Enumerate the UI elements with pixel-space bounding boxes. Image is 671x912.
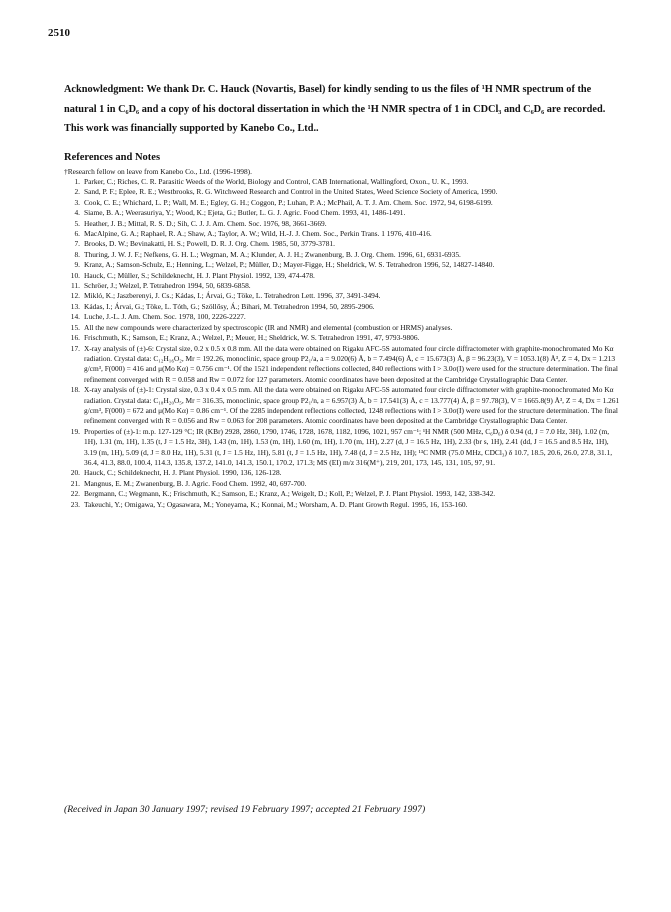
reference-number: 4. bbox=[74, 208, 80, 218]
reference-item bbox=[64, 500, 620, 510]
reference-text: Hauck, C.; Müller, S.; Schildeknecht, H. J. Plant Physiol. 1992, 139, 474-478. bbox=[84, 270, 315, 280]
reference-number: 13. bbox=[70, 301, 80, 311]
references-heading: References and Notes bbox=[64, 152, 161, 163]
reference-item bbox=[64, 187, 620, 197]
reference-item bbox=[64, 219, 620, 229]
reference-number: 18. bbox=[70, 385, 80, 395]
reference-number: 23. bbox=[70, 499, 80, 509]
reference-item bbox=[64, 250, 620, 260]
reference-text: Luche, J.-L. J. Am. Chem. Soc. 1978, 100, 2226-2227. bbox=[84, 312, 246, 322]
reference-number: 21. bbox=[70, 478, 80, 488]
reference-text: X-ray analysis of (±)-6: Crystal size, 0.2 x 0.5 x 0.8 mm. All the data were obtained on Rigaku AFC-5S automated four circle diffractometer with graphite-monochromated Mo Kα radiation. Crystal data: C₁₂H₁₆O₂, Mr = 192.26, monoclinic, space group P2₁/a, a = 9.020(6) Å, b = 7.494(6) Å, c = 15.673(3) Å, β = 96.23(3), V = 1053.1(8) Å³, Z = 4, Dx = 1.213 g/cm³, F(000) = 416 and μ(Mo Kα) = 0.756 cm⁻¹. Of the 1521 independent reflections collected, 840 reflections with I > 3.0σ(I) were used for the structure determination. The final refinement converged with R = 0.058 and Rw = 0.072 for 127 parameters. Atomic coordinates have been deposited at the Cambridge Crystallographic Data Center. bbox=[84, 343, 618, 384]
reference-item bbox=[64, 198, 620, 208]
reference-number: 2. bbox=[74, 187, 80, 197]
reference-item bbox=[64, 239, 620, 249]
reference-text: Hauck, C.; Schildeknecht, H. J. Plant Physiol. 1990, 136, 126-128. bbox=[84, 468, 282, 478]
reference-item bbox=[64, 281, 620, 291]
reference-item bbox=[64, 479, 620, 489]
reference-text: Siame, B. A.; Weerasuriya, Y.; Wood, K.; Ejeta, G.; Butler, L. G. J. Agric. Food Chem. 1993, 41, 1486-1491. bbox=[84, 208, 406, 218]
reference-text: Heather, J. B.; Mittal, R. S. D.; Sih, C. J. J. Am. Chem. Soc. 1976, 98, 3661-3669. bbox=[84, 218, 327, 228]
reference-text: Bergmann, C.; Wegmann, K.; Frischmuth, K.; Samson, E.; Kranz, A.; Weigelt, D.; Koll, P.; Welzel, P. J. Plant Physiol. 1993, 142, 338-342. bbox=[84, 489, 496, 499]
page-number: 2510 bbox=[48, 27, 70, 39]
received-dates-note: (Received in Japan 30 January 1997; revised 19 February 1997; accepted 21 February 1997) bbox=[64, 804, 426, 815]
reference-item bbox=[64, 177, 620, 187]
reference-item bbox=[64, 489, 620, 499]
reference-text: MacAlpine, G. A.; Raphael, R. A.; Shaw, A.; Taylor, A. W.; Wild, H.-J. J. Chem. Soc., Perkin Trans. 1 1976, 410-416. bbox=[84, 229, 432, 239]
reference-number: 3. bbox=[74, 197, 80, 207]
reference-text: All the new compounds were characterized by spectroscopic (IR and NMR) and elemental (combustion or HRMS) analyses. bbox=[84, 322, 453, 332]
reference-item bbox=[64, 323, 620, 333]
reference-text: Schröer, J.; Welzel, P. Tetrahedron 1994, 50, 6839-6858. bbox=[84, 281, 251, 291]
reference-item bbox=[64, 344, 620, 386]
reference-number: 17. bbox=[70, 343, 80, 353]
reference-list bbox=[64, 177, 620, 510]
reference-text: Properties of (±)-1: m.p. 127-129 °C; IR (KBr) 2928, 2860, 1790, 1746, 1728, 1678, 1182, 1096, 1021, 957 cm⁻¹; ¹H NMR (500 MHz, C₆D₆) δ 0.94 (d, J = 7.0 Hz, 3H), 1.02 (m, 1H), 1.31 (m, 1H), 1.35 (t, J = 1.5 Hz, 3H), 1.43 (m, 1H), 1.53 (m, 1H), 1.60 (m, 1H), 1.70 (m, 1H), 2.27 (d, J = 16.5 Hz, 1H), 2.33 (br s, 1H), 2.41 (dd, J = 16.5 and 8.5 Hz, 1H), 3.19 (m, 1H), 5.09 (d, J = 8.0 Hz, 1H), 5.31 (t, J = 1.5 Hz, 1H), 5.81 (t, J = 1.5 Hz, 1H), 7.48 (d, J = 2.5 Hz, 1H); ¹³C NMR (75.0 MHz, CDCl₃) δ 10.7, 18.5, 20.6, 26.0, 27.8, 31.1, 36.4, 41.3, 88.0, 100.4, 114.3, 135.8, 137.2, 141.0, 141.3, 150.1, 170.2, 171.3; MS (EI) m/z 316(M⁺), 219, 201, 173, 145, 131, 105, 97, 91. bbox=[84, 426, 613, 467]
reference-number: 10. bbox=[70, 270, 80, 280]
reference-text: Parker, C.; Riches, C. R. Parasitic Weeds of the World, Biology and Control, CAB International, Wallingford, Oxon., U. K., 1993. bbox=[84, 177, 469, 186]
reference-item bbox=[64, 312, 620, 322]
reference-item bbox=[64, 427, 620, 469]
reference-text: X-ray analysis of (±)-1: Crystal size, 0.3 x 0.4 x 0.5 mm. All the data were obtained on Rigaku AFC-5S automated four circle diffractometer with graphite-monochromated Mo Kα radiation. Crystal data: C₁₈H₂₀O₅, Mr = 316.35, monoclinic, space group P2₁/n, a = 6.957(3) Å, b = 17.541(3) Å, c = 13.777(4) Å, β = 97.78(3), V = 1665.8(9) Å³, Z = 4, Dx = 1.261 g/cm³, F(000) = 672 and μ(Mo Kα) = 0.86 cm⁻¹. Of the 2285 independent reflections collected, 1248 reflections with I > 3.0σ(I) were used for the structure determination. The final refinement converged with R = 0.056 and Rw = 0.063 for 208 parameters. Atomic coordinates have been deposited at the Cambridge Crystallographic Data Center. bbox=[84, 385, 620, 426]
reference-number: 12. bbox=[70, 291, 80, 301]
reference-number: 5. bbox=[74, 218, 80, 228]
reference-text: Sand, P. F.; Eplee, R. E.; Westbrooks, R. G. Witchweed Research and Control in the United States, Weed Science Society of America, 1990. bbox=[84, 187, 498, 197]
reference-number: 22. bbox=[70, 489, 80, 499]
reference-text: Cook, C. E.; Whichard, L. P.; Wall, M. E.; Egley, G. H.; Coggon, P.; Luhan, P. A.; McPhail, A. T. J. Am. Chem. Soc. 1972, 94, 6198-6199. bbox=[84, 197, 493, 207]
reference-number: 1. bbox=[74, 177, 80, 186]
reference-text: Kranz, A.; Samson-Schulz, E.; Henning, L.; Welzel, P.; Müller, D.; Mayer-Figge, H.; Sheldrick, W. S. Tetrahedron 1996, 52, 14827-14840. bbox=[84, 260, 495, 270]
reference-number: 7. bbox=[74, 239, 80, 249]
acknowledgment-paragraph: Acknowledgment: We thank Dr. C. Hauck (Novartis, Basel) for kindly sending to us the files of ¹H NMR spectrum of the natural 1 in C₆D₆ and a copy of his doctoral dissertation in which the ¹H NMR spectra of 1 in CDCl₃ and C₆D₆ are recorded. This work was financially supported by Kanebo Co., Ltd.. bbox=[64, 84, 606, 134]
reference-number: 14. bbox=[70, 312, 80, 322]
reference-item bbox=[64, 468, 620, 478]
reference-text: Mangnus, E. M.; Zwanenburg, B. J. Agric. Food Chem. 1992, 40, 697-700. bbox=[84, 478, 307, 488]
reference-text: Frischmuth, K.; Samson, E.; Kranz, A.; Welzel, P.; Meuer, H.; Sheldrick, W. S. Tetrahedron 1991, 47, 9793-9806. bbox=[84, 333, 420, 343]
reference-item bbox=[64, 260, 620, 270]
reference-number: 19. bbox=[70, 426, 80, 436]
reference-number: 9. bbox=[74, 260, 80, 270]
reference-item bbox=[64, 208, 620, 218]
reference-number: 11. bbox=[71, 281, 80, 291]
reference-text: Thuring, J. W. J. F.; Nefkens, G. H. L.; Wegman, M. A.; Klunder, A. J. H.; Zwanenburg, B. J. Org. Chem. 1996, 61, 6931-6935. bbox=[84, 249, 461, 259]
reference-item bbox=[64, 229, 620, 239]
reference-text: Mikló, K.; Jaszberenyi, J. Cs.; Kádas, I.; Árvai, G.; Töke, L. Tetrahedron Lett. 1996, 37, 3491-3494. bbox=[84, 291, 381, 301]
reference-text: Kádas, I.; Árvai, G.; Töke, L. Tóth, G.; Szöllősy, Á.; Bihari, M. Tetrahedron 1994, 50, 2895-2906. bbox=[84, 301, 375, 311]
research-fellow-note: †Research fellow on leave from Kanebo Co., Ltd. (1996-1998). bbox=[64, 167, 252, 176]
reference-item bbox=[64, 291, 620, 301]
reference-item bbox=[64, 271, 620, 281]
reference-item bbox=[64, 385, 620, 427]
reference-item bbox=[64, 333, 620, 343]
reference-item bbox=[64, 302, 620, 312]
reference-number: 15. bbox=[70, 322, 80, 332]
reference-number: 8. bbox=[74, 249, 80, 259]
reference-text: Brooks, D. W.; Bevinakatti, H. S.; Powell, D. R. J. Org. Chem. 1985, 50, 3779-3781. bbox=[84, 239, 335, 249]
reference-number: 20. bbox=[70, 468, 80, 478]
reference-text: Takeuchi, Y.; Omigawa, Y.; Ogasawara, M.; Yoneyama, K.; Konnai, M.; Worsham, A. D. Plant Growth Regul. 1995, 16, 153-160. bbox=[84, 499, 468, 509]
reference-number: 6. bbox=[74, 229, 80, 239]
reference-number: 16. bbox=[70, 333, 80, 343]
